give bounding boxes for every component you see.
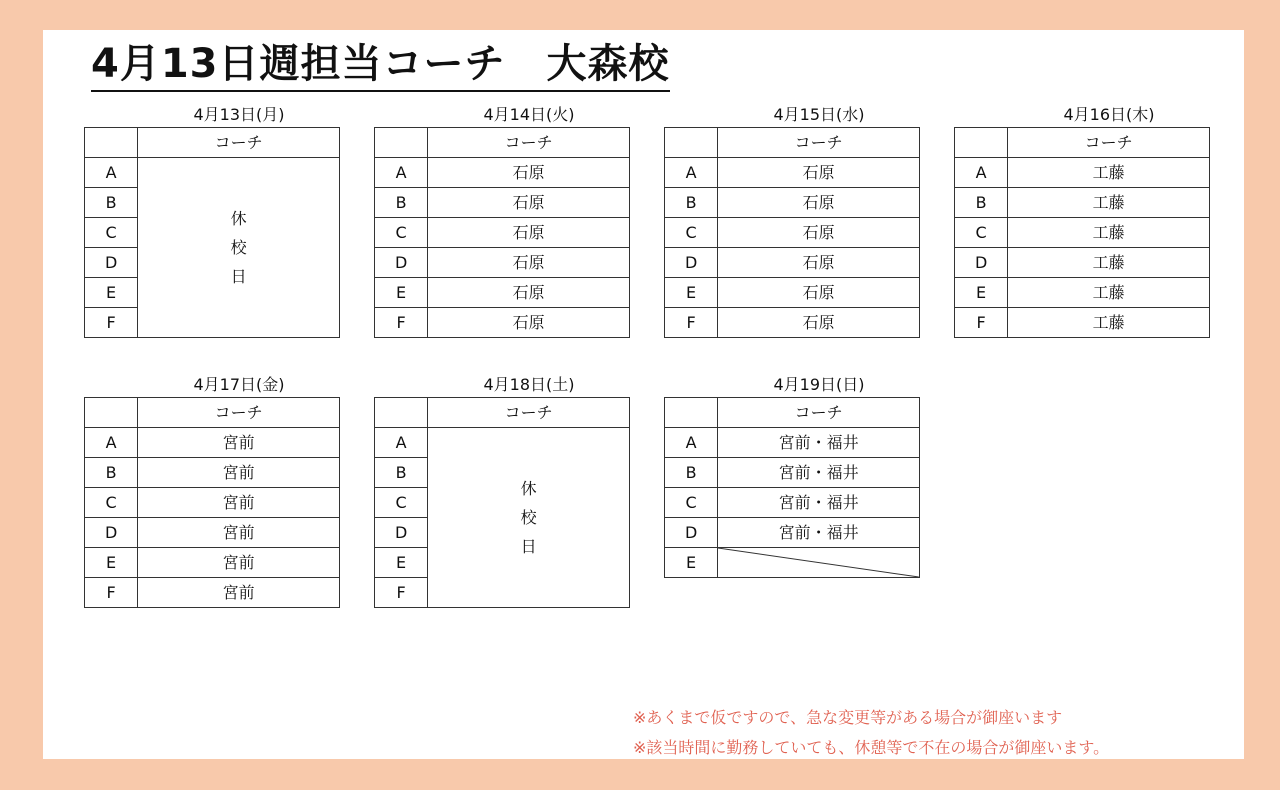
slot-letter: B (85, 458, 138, 488)
slot-letter: D (375, 248, 428, 278)
table-row (665, 488, 920, 518)
table-row (665, 548, 920, 578)
day-label: 4月13日(月) (193, 105, 285, 124)
table-row (85, 518, 340, 548)
table-header-row (665, 398, 920, 428)
day-label: 4月18日(土) (483, 375, 575, 394)
coach-cell: 宮前 (138, 428, 340, 458)
corner-cell (85, 128, 138, 158)
table-row (375, 248, 630, 278)
slot-letter: F (375, 578, 428, 608)
table-row (955, 188, 1210, 218)
table-row (665, 278, 920, 308)
table-row (955, 308, 1210, 338)
coach-header: コーチ (1008, 128, 1210, 158)
slot-letter: D (955, 248, 1008, 278)
coach-cell: 工藤 (1008, 248, 1210, 278)
slot-letter: C (85, 488, 138, 518)
coach-cell: 工藤 (1008, 308, 1210, 338)
closed-day-cell (138, 158, 340, 338)
table-row (85, 548, 340, 578)
schedule-table (954, 127, 1210, 338)
slot-letter: C (375, 488, 428, 518)
slot-letter: D (85, 518, 138, 548)
table-header-row (955, 128, 1210, 158)
slot-letter: B (665, 188, 718, 218)
slot-letter: E (955, 278, 1008, 308)
closed-day-cell (428, 428, 630, 608)
closed-day-text: 休 校 日 (230, 209, 247, 286)
corner-cell (955, 128, 1008, 158)
page-title: 4月13日週担当コーチ 大森校 (91, 38, 670, 92)
coach-cell: 工藤 (1008, 188, 1210, 218)
slot-letter: A (375, 428, 428, 458)
coach-cell: 宮前 (138, 578, 340, 608)
coach-cell: 石原 (718, 248, 920, 278)
table-header-row (375, 398, 630, 428)
coach-cell: 石原 (428, 158, 630, 188)
table-row (665, 158, 920, 188)
schedule-table (664, 397, 920, 578)
table-row (375, 308, 630, 338)
table-header-row (375, 128, 630, 158)
slot-letter: E (375, 548, 428, 578)
table-row (955, 158, 1210, 188)
corner-cell (85, 398, 138, 428)
slot-letter: C (375, 218, 428, 248)
table-row (375, 158, 630, 188)
coach-cell: 宮前・福井 (718, 488, 920, 518)
table-header-row (85, 398, 340, 428)
slot-letter: C (85, 218, 138, 248)
coach-header: コーチ (428, 128, 630, 158)
coach-cell: 宮前 (138, 488, 340, 518)
slot-letter: F (375, 308, 428, 338)
coach-cell: 石原 (718, 188, 920, 218)
slot-letter: F (85, 308, 138, 338)
slot-letter: F (955, 308, 1008, 338)
table-row (665, 218, 920, 248)
slot-letter: B (375, 188, 428, 218)
slot-letter: A (665, 428, 718, 458)
coach-cell: 石原 (428, 308, 630, 338)
table-row (375, 218, 630, 248)
slot-letter: E (85, 278, 138, 308)
slot-letter: B (85, 188, 138, 218)
coach-cell: 宮前 (138, 518, 340, 548)
coach-cell: 宮前 (138, 548, 340, 578)
slot-letter: C (665, 488, 718, 518)
slot-letter: D (665, 248, 718, 278)
table-row (85, 458, 340, 488)
table-header-row (665, 128, 920, 158)
slot-letter: A (85, 428, 138, 458)
coach-cell: 宮前・福井 (718, 428, 920, 458)
table-row (955, 278, 1210, 308)
slot-letter: A (955, 158, 1008, 188)
slot-letter: E (665, 548, 718, 578)
day-label: 4月19日(日) (773, 375, 865, 394)
slot-letter: A (85, 158, 138, 188)
slot-letter: B (375, 458, 428, 488)
coach-cell: 石原 (718, 278, 920, 308)
coach-header: コーチ (428, 398, 630, 428)
table-row (955, 248, 1210, 278)
closed-day-text: 休 校 日 (520, 479, 537, 556)
table-row (665, 248, 920, 278)
coach-header: コーチ (718, 398, 920, 428)
slot-letter: E (665, 278, 718, 308)
corner-cell (665, 398, 718, 428)
day-label: 4月16日(木) (1063, 105, 1155, 124)
note-tentative: ※あくまで仮ですので、急な変更等がある場合が御座います (633, 708, 1063, 727)
slot-letter: E (85, 548, 138, 578)
table-row (85, 158, 340, 188)
table-row (955, 218, 1210, 248)
schedule-table (374, 397, 630, 608)
coach-cell: 宮前・福井 (718, 518, 920, 548)
table-row (665, 308, 920, 338)
table-row (85, 488, 340, 518)
coach-cell: 石原 (428, 278, 630, 308)
table-row (665, 458, 920, 488)
slot-letter: B (665, 458, 718, 488)
slot-letter: E (375, 278, 428, 308)
schedule-table (664, 127, 920, 338)
slot-letter: D (665, 518, 718, 548)
corner-cell (375, 398, 428, 428)
coach-header: コーチ (138, 128, 340, 158)
coach-cell: 石原 (718, 218, 920, 248)
schedule-table (84, 127, 340, 338)
slot-letter: C (665, 218, 718, 248)
coach-cell: 工藤 (1008, 158, 1210, 188)
coach-cell: 宮前・福井 (718, 458, 920, 488)
table-row (665, 518, 920, 548)
coach-header: コーチ (718, 128, 920, 158)
table-row (665, 428, 920, 458)
coach-cell: 工藤 (1008, 218, 1210, 248)
table-row (375, 188, 630, 218)
day-label: 4月15日(水) (773, 105, 865, 124)
slot-letter: A (665, 158, 718, 188)
table-header-row (85, 128, 340, 158)
corner-cell (375, 128, 428, 158)
schedule-table (374, 127, 630, 338)
struck-cell (718, 548, 920, 578)
slot-letter: C (955, 218, 1008, 248)
coach-header: コーチ (138, 398, 340, 428)
schedule-sheet (43, 30, 1244, 759)
corner-cell (665, 128, 718, 158)
coach-cell: 工藤 (1008, 278, 1210, 308)
table-row (375, 278, 630, 308)
coach-cell: 石原 (718, 308, 920, 338)
table-row (665, 188, 920, 218)
slot-letter: A (375, 158, 428, 188)
day-label: 4月17日(金) (193, 375, 285, 394)
coach-cell: 石原 (428, 218, 630, 248)
table-row (375, 428, 630, 458)
slot-letter: D (375, 518, 428, 548)
coach-cell: 石原 (718, 158, 920, 188)
coach-cell: 石原 (428, 248, 630, 278)
slot-letter: B (955, 188, 1008, 218)
strike-line (718, 548, 919, 577)
coach-cell: 石原 (428, 188, 630, 218)
slot-letter: D (85, 248, 138, 278)
schedule-table (84, 397, 340, 608)
slot-letter: F (85, 578, 138, 608)
table-row (85, 578, 340, 608)
day-label: 4月14日(火) (483, 105, 575, 124)
table-row (85, 428, 340, 458)
slot-letter: F (665, 308, 718, 338)
coach-cell: 宮前 (138, 458, 340, 488)
note-absence: ※該当時間に勤務していても、休憩等で不在の場合が御座います。 (633, 738, 1110, 757)
